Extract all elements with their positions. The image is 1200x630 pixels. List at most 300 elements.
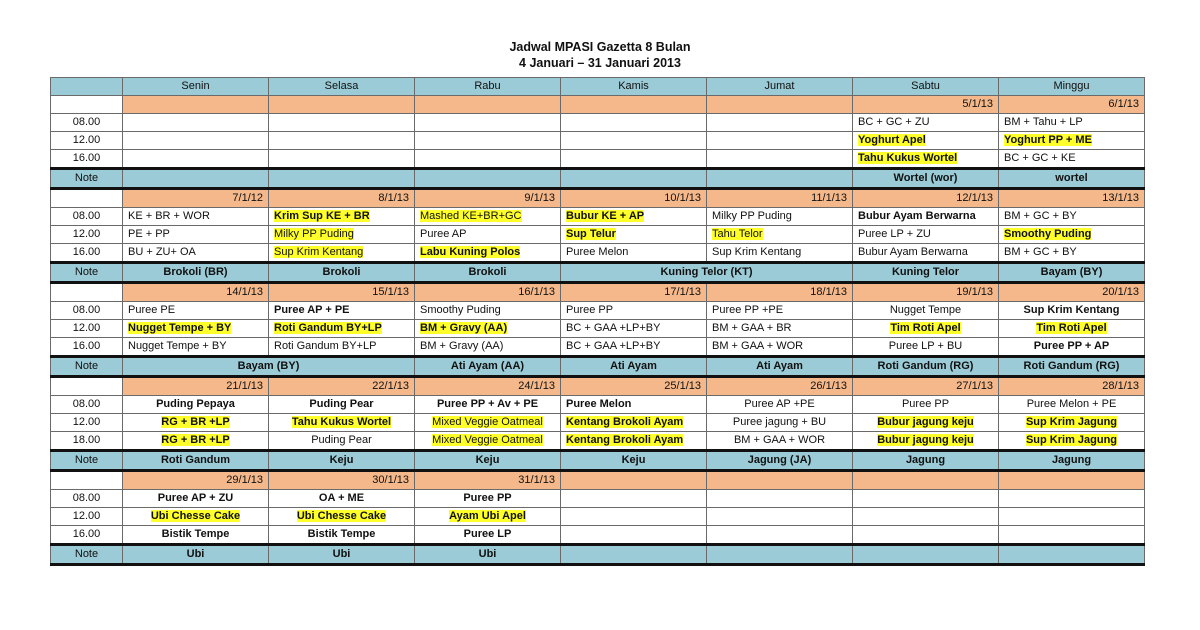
meal-text: Bubur Ayam Berwarna (858, 210, 976, 222)
meal-cell (123, 302, 269, 320)
meal-row (51, 338, 1145, 357)
note-cell: Ubi (415, 545, 561, 565)
meal-text: Kentang Brokoli Ayam (566, 416, 684, 428)
date-cell: 7/1/12 (123, 189, 269, 208)
meal-time: 12.00 (51, 226, 123, 244)
note-label: Note (51, 545, 123, 565)
date-cell: 14/1/13 (123, 283, 269, 302)
meal-cell (123, 244, 269, 263)
date-cell (415, 96, 561, 114)
meal-row (51, 244, 1145, 263)
meal-text: Puree AP +PE (744, 398, 815, 410)
meal-text: Puding Pepaya (156, 398, 235, 410)
meal-text: Puree jagung + BU (732, 416, 827, 428)
meal-cell (415, 302, 561, 320)
meal-text: Kentang Brokoli Ayam (566, 434, 684, 446)
meal-cell (269, 508, 415, 526)
meal-cell (123, 432, 269, 451)
note-cell: Keju (269, 451, 415, 471)
note-cell: Brokoli (415, 263, 561, 283)
meal-cell (707, 508, 853, 526)
meal-cell (853, 150, 999, 169)
meal-cell (415, 244, 561, 263)
meal-text: Yoghurt PP + ME (1004, 134, 1092, 146)
meal-text: Bubur jagung keju (877, 416, 974, 428)
date-row (51, 377, 1145, 396)
meal-row (51, 414, 1145, 432)
meal-cell (999, 508, 1145, 526)
date-cell: 16/1/13 (415, 283, 561, 302)
meal-text: BM + GAA + BR (712, 322, 792, 334)
date-cell: 5/1/13 (853, 96, 999, 114)
meal-text: BM + Tahu + LP (1004, 116, 1083, 128)
note-cell: Wortel (wor) (853, 169, 999, 189)
note-cell (853, 545, 999, 565)
meal-cell (853, 526, 999, 545)
meal-cell (707, 338, 853, 357)
meal-text: Roti Gandum BY+LP (274, 340, 377, 352)
meal-text: Sup Krim Jagung (1025, 416, 1118, 428)
meal-cell (123, 396, 269, 414)
meal-cell (999, 490, 1145, 508)
note-cell (999, 545, 1145, 565)
meal-cell (269, 320, 415, 338)
meal-cell (853, 208, 999, 226)
meal-cell (561, 432, 707, 451)
meal-cell (561, 338, 707, 357)
note-row (51, 357, 1145, 377)
meal-cell (999, 150, 1145, 169)
meal-text: Smoothy Puding (420, 304, 501, 316)
meal-cell (123, 414, 269, 432)
meal-cell (853, 320, 999, 338)
date-cell: 30/1/13 (269, 471, 415, 490)
meal-text: Puree PP (566, 304, 614, 316)
note-cell: Keju (561, 451, 707, 471)
date-cell: 15/1/13 (269, 283, 415, 302)
meal-cell (269, 396, 415, 414)
note-label: Note (51, 357, 123, 377)
meal-cell (853, 432, 999, 451)
meal-text: Mashed KE+BR+GC (420, 210, 522, 222)
meal-cell (999, 114, 1145, 132)
meal-cell (561, 414, 707, 432)
meal-text: Sup Krim Kentang (712, 246, 802, 258)
meal-cell (269, 150, 415, 169)
meal-time: 08.00 (51, 302, 123, 320)
meal-text: Puree PP +PE (712, 304, 784, 316)
meal-text: Puree PP (901, 398, 950, 410)
meal-row (51, 208, 1145, 226)
date-cell: 25/1/13 (561, 377, 707, 396)
date-row-label (51, 283, 123, 302)
date-cell (853, 471, 999, 490)
meal-cell (415, 396, 561, 414)
meal-text: OA + ME (318, 492, 365, 504)
meal-cell (415, 490, 561, 508)
note-cell: Roti Gandum (123, 451, 269, 471)
meal-row (51, 226, 1145, 244)
meal-cell (561, 114, 707, 132)
meal-cell (269, 208, 415, 226)
note-cell: Ubi (269, 545, 415, 565)
meal-text: Sup Krim Jagung (1025, 434, 1118, 446)
note-label: Note (51, 169, 123, 189)
meal-cell (415, 132, 561, 150)
meal-cell (561, 150, 707, 169)
meal-text: Sup Krim Kentang (274, 246, 364, 258)
note-cell: Jagung (JA) (707, 451, 853, 471)
meal-text: Sup Telur (566, 228, 616, 240)
meal-cell (561, 526, 707, 545)
meal-text: Yoghurt Apel (858, 134, 926, 146)
meal-text: Bubur KE + AP (566, 210, 645, 222)
note-cell: Ati Ayam (AA) (415, 357, 561, 377)
meal-cell (853, 396, 999, 414)
meal-cell (123, 150, 269, 169)
date-cell: 29/1/13 (123, 471, 269, 490)
date-row (51, 189, 1145, 208)
meal-text: Puree Melon + PE (1026, 398, 1117, 410)
meal-time: 16.00 (51, 526, 123, 545)
meal-cell (561, 302, 707, 320)
meal-cell (707, 396, 853, 414)
meal-text: Ubi Chesse Cake (150, 510, 241, 522)
meal-cell (707, 150, 853, 169)
date-cell (707, 96, 853, 114)
meal-cell (269, 302, 415, 320)
date-row-label (51, 377, 123, 396)
meal-cell (123, 132, 269, 150)
note-cell: Roti Gandum (RG) (999, 357, 1145, 377)
day-header-selasa: Selasa (269, 78, 415, 96)
meal-text: Nugget Tempe + BY (128, 340, 227, 352)
date-cell (561, 96, 707, 114)
meal-time: 16.00 (51, 244, 123, 263)
meal-text: Puree PE (128, 304, 176, 316)
day-header-sabtu: Sabtu (853, 78, 999, 96)
meal-text: PE + PP (128, 228, 170, 240)
note-cell: Ati Ayam (561, 357, 707, 377)
meal-cell (415, 338, 561, 357)
meal-cell (707, 490, 853, 508)
meal-text: BM + Gravy (AA) (420, 340, 504, 352)
meal-text: BM + GC + BY (1004, 210, 1077, 222)
meal-cell (561, 244, 707, 263)
note-row (51, 169, 1145, 189)
note-cell: Brokoli (269, 263, 415, 283)
date-cell (269, 96, 415, 114)
meal-text: BM + GC + BY (1004, 246, 1077, 258)
meal-time: 16.00 (51, 338, 123, 357)
note-cell: Roti Gandum (RG) (853, 357, 999, 377)
meal-text: Puree PP + AP (1033, 340, 1110, 352)
date-cell (561, 471, 707, 490)
note-cell: Bayam (BY) (999, 263, 1145, 283)
meal-text: Puree LP + BU (888, 340, 963, 352)
note-cell (269, 169, 415, 189)
date-cell: 21/1/13 (123, 377, 269, 396)
meal-cell (999, 226, 1145, 244)
meal-text: BC + GC + ZU (858, 116, 930, 128)
date-cell: 19/1/13 (853, 283, 999, 302)
note-cell: Keju (415, 451, 561, 471)
meal-cell (707, 320, 853, 338)
meal-time: 16.00 (51, 150, 123, 169)
meal-row (51, 432, 1145, 451)
date-cell: 24/1/13 (415, 377, 561, 396)
note-cell: Kuning Telor (KT) (561, 263, 853, 283)
meal-time: 08.00 (51, 490, 123, 508)
note-cell (561, 545, 707, 565)
meal-cell (999, 526, 1145, 545)
meal-cell (999, 244, 1145, 263)
meal-cell (269, 226, 415, 244)
meal-cell (853, 132, 999, 150)
meal-cell (999, 396, 1145, 414)
meal-text: Bubur Ayam Berwarna (858, 246, 968, 258)
page-title: Jadwal MPASI Gazetta 8 Bulan (509, 40, 691, 54)
meal-row (51, 396, 1145, 414)
meal-cell (707, 208, 853, 226)
meal-time: 18.00 (51, 432, 123, 451)
meal-cell (123, 320, 269, 338)
meal-cell (707, 414, 853, 432)
date-row-label (51, 471, 123, 490)
meal-cell (853, 338, 999, 357)
meal-time: 08.00 (51, 114, 123, 132)
note-label: Note (51, 451, 123, 471)
meal-time: 12.00 (51, 508, 123, 526)
meal-cell (999, 320, 1145, 338)
meal-text: Puree PP + Av + PE (436, 398, 539, 410)
note-cell: Brokoli (BR) (123, 263, 269, 283)
meal-cell (853, 508, 999, 526)
meal-cell (999, 414, 1145, 432)
corner-cell (51, 78, 123, 96)
meal-text: Tim Roti Apel (890, 322, 961, 334)
date-cell: 17/1/13 (561, 283, 707, 302)
meal-cell (853, 226, 999, 244)
meal-cell (853, 302, 999, 320)
meal-time: 12.00 (51, 320, 123, 338)
meal-cell (561, 320, 707, 338)
meal-cell (123, 508, 269, 526)
meal-cell (999, 302, 1145, 320)
meal-row (51, 490, 1145, 508)
meal-cell (561, 208, 707, 226)
meal-text: BC + GAA +LP+BY (566, 340, 661, 352)
meal-row (51, 302, 1145, 320)
meal-text: BC + GC + KE (1004, 152, 1076, 164)
note-label: Note (51, 263, 123, 283)
meal-text: Smoothy Puding (1004, 228, 1092, 240)
date-row-label (51, 189, 123, 208)
meal-cell (707, 114, 853, 132)
meal-text: Puding Pear (311, 434, 372, 446)
note-cell: Kuning Telor (853, 263, 999, 283)
note-row (51, 451, 1145, 471)
meal-text: Tahu Kukus Wortel (291, 416, 392, 428)
day-header-row (51, 78, 1145, 96)
note-row (51, 545, 1145, 565)
meal-cell (269, 432, 415, 451)
meal-cell (853, 490, 999, 508)
date-cell: 27/1/13 (853, 377, 999, 396)
meal-text: Bistik Tempe (161, 528, 230, 540)
meal-text: Puree LP (463, 528, 512, 540)
meal-cell (707, 302, 853, 320)
meal-text: Mixed Veggie Oatmeal (432, 416, 543, 428)
meal-text: Tahu Telor (712, 228, 763, 240)
meal-cell (269, 338, 415, 357)
meal-cell (123, 338, 269, 357)
meal-text: Milky PP Puding (712, 210, 792, 222)
meal-cell (269, 132, 415, 150)
note-cell: Ati Ayam (707, 357, 853, 377)
meal-cell (707, 132, 853, 150)
meal-cell (123, 114, 269, 132)
meal-row (51, 114, 1145, 132)
meal-time: 12.00 (51, 132, 123, 150)
date-cell (999, 471, 1145, 490)
meal-cell (999, 208, 1145, 226)
date-cell: 26/1/13 (707, 377, 853, 396)
note-cell: Bayam (BY) (123, 357, 415, 377)
meal-cell (561, 508, 707, 526)
meal-row (51, 508, 1145, 526)
meal-text: Puree AP (420, 228, 467, 240)
date-cell: 12/1/13 (853, 189, 999, 208)
date-cell: 9/1/13 (415, 189, 561, 208)
meal-cell (415, 414, 561, 432)
meal-text: Puree AP + PE (274, 304, 350, 316)
note-cell (123, 169, 269, 189)
meal-text: BU + ZU+ OA (128, 246, 196, 258)
meal-text: RG + BR +LP (161, 434, 230, 446)
meal-text: KE + BR + WOR (128, 210, 210, 222)
meal-cell (999, 338, 1145, 357)
date-row (51, 283, 1145, 302)
meal-text: Bistik Tempe (307, 528, 376, 540)
meal-cell (853, 114, 999, 132)
date-cell: 31/1/13 (415, 471, 561, 490)
meal-text: Nugget Tempe (889, 304, 962, 316)
schedule-table (50, 77, 1145, 566)
meal-cell (561, 396, 707, 414)
meal-cell (999, 132, 1145, 150)
meal-text: BM + Gravy (AA) (420, 322, 508, 334)
meal-cell (269, 490, 415, 508)
note-cell: wortel (999, 169, 1145, 189)
meal-text: Bubur jagung keju (877, 434, 974, 446)
meal-time: 12.00 (51, 414, 123, 432)
meal-text: Puree LP + ZU (858, 228, 931, 240)
meal-text: Ayam Ubi Apel (449, 510, 526, 522)
meal-text: Puree AP + ZU (157, 492, 234, 504)
meal-cell (707, 226, 853, 244)
date-cell: 10/1/13 (561, 189, 707, 208)
meal-cell (999, 432, 1145, 451)
day-header-jumat: Jumat (707, 78, 853, 96)
date-cell: 11/1/13 (707, 189, 853, 208)
note-row (51, 263, 1145, 283)
meal-time: 08.00 (51, 208, 123, 226)
date-cell: 18/1/13 (707, 283, 853, 302)
meal-cell (123, 526, 269, 545)
date-cell: 13/1/13 (999, 189, 1145, 208)
meal-cell (853, 244, 999, 263)
note-cell: Jagung (853, 451, 999, 471)
date-row (51, 471, 1145, 490)
day-header-minggu: Minggu (999, 78, 1145, 96)
meal-text: Roti Gandum BY+LP (274, 322, 382, 334)
meal-cell (561, 226, 707, 244)
meal-text: Labu Kuning Polos (420, 246, 521, 258)
meal-text: Krim Sup KE + BR (274, 210, 370, 222)
meal-text: Milky PP Puding (274, 228, 354, 240)
date-cell: 20/1/13 (999, 283, 1145, 302)
day-header-kamis: Kamis (561, 78, 707, 96)
meal-text: Puree Melon (566, 246, 629, 258)
page-subtitle: 4 Januari – 31 Januari 2013 (519, 56, 681, 70)
meal-cell (415, 150, 561, 169)
meal-cell (123, 226, 269, 244)
meal-row (51, 132, 1145, 150)
meal-cell (561, 132, 707, 150)
day-header-senin: Senin (123, 78, 269, 96)
meal-text: Puree Melon (566, 398, 632, 410)
note-cell: Jagung (999, 451, 1145, 471)
date-row-label (51, 96, 123, 114)
meal-cell (415, 208, 561, 226)
meal-row (51, 150, 1145, 169)
meal-row (51, 526, 1145, 545)
meal-text: BM + GAA + WOR (733, 434, 826, 446)
meal-cell (415, 526, 561, 545)
date-cell: 28/1/13 (999, 377, 1145, 396)
date-cell: 6/1/13 (999, 96, 1145, 114)
meal-cell (269, 414, 415, 432)
meal-text: RG + BR +LP (161, 416, 230, 428)
meal-cell (707, 432, 853, 451)
date-cell (123, 96, 269, 114)
meal-cell (269, 526, 415, 545)
meal-text: BM + GAA + WOR (712, 340, 804, 352)
note-cell (415, 169, 561, 189)
meal-cell (561, 490, 707, 508)
date-cell: 22/1/13 (269, 377, 415, 396)
note-cell (561, 169, 707, 189)
meal-cell (415, 508, 561, 526)
meal-text: Nugget Tempe + BY (128, 322, 232, 334)
note-cell (707, 169, 853, 189)
meal-cell (415, 226, 561, 244)
meal-text: Tim Roti Apel (1036, 322, 1107, 334)
meal-text: Tahu Kukus Wortel (858, 152, 958, 164)
note-cell: Ubi (123, 545, 269, 565)
meal-text: Puree PP (463, 492, 512, 504)
meal-cell (123, 490, 269, 508)
note-cell (707, 545, 853, 565)
meal-text: Mixed Veggie Oatmeal (432, 434, 543, 446)
day-header-rabu: Rabu (415, 78, 561, 96)
meal-cell (707, 244, 853, 263)
date-cell: 8/1/13 (269, 189, 415, 208)
meal-cell (707, 526, 853, 545)
meal-text: BC + GAA +LP+BY (566, 322, 661, 334)
meal-cell (123, 208, 269, 226)
